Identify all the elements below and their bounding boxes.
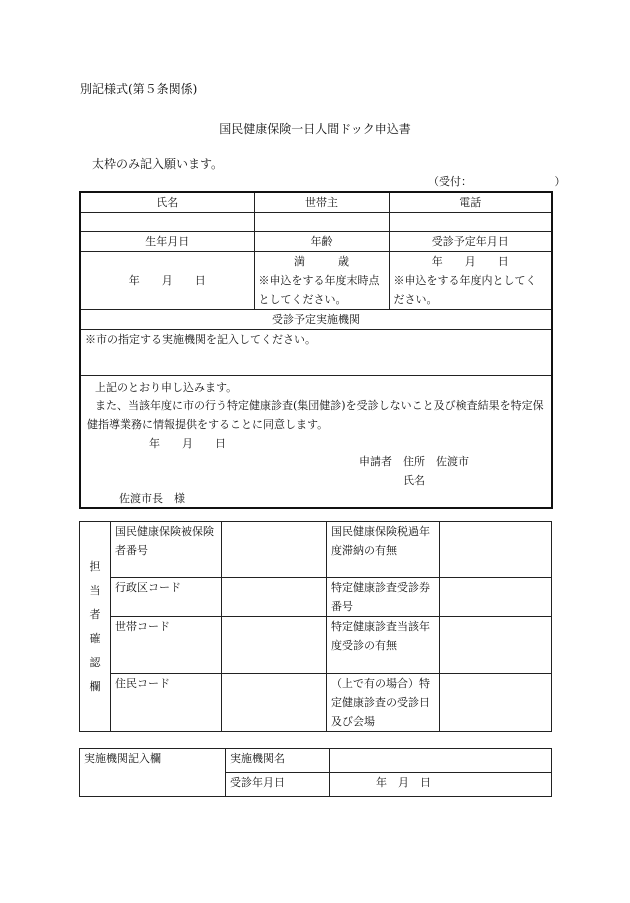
insured-number-label: 国民健康保険被保険者番号 [111, 522, 222, 578]
name-field[interactable] [80, 213, 254, 232]
declaration-date: 年 月 日 [149, 437, 226, 450]
declaration-section [80, 376, 552, 508]
label-char: 確 [89, 631, 101, 645]
age-note: ※申込をする年度末時点としてください。 [258, 274, 380, 306]
declaration-line-2: また、当該年度に市の行う特定健康診査(集団健診)を受診しないこと及び検査結果を特定保健指導業務に情報提供をすることに同意します。 [87, 399, 544, 431]
insured-number-field[interactable] [222, 522, 327, 578]
checkup-received-field[interactable] [440, 617, 552, 674]
label-char: 者 [89, 607, 101, 621]
checkup-ticket-label: 特定健康診査受診券番号 [327, 578, 440, 617]
district-code-field[interactable] [222, 578, 327, 617]
form-title: 国民健康保険一日人間ドック申込書 [219, 122, 411, 136]
label-char: 認 [89, 655, 101, 669]
facility-note: ※市の指定する実施機関を記入してください。 [85, 333, 316, 346]
label-char: 欄 [89, 679, 101, 693]
exam-date-note: ※申込をする年度内としてください。 [393, 274, 537, 306]
addressee: 佐渡市長 様 [119, 492, 185, 505]
exam-received-date-label: 受診年月日 [226, 773, 330, 797]
district-code-label: 行政区コード [111, 578, 222, 617]
facility-name-label: 実施機関名 [226, 749, 330, 773]
facility-header: 受診予定実施機関 [80, 310, 552, 330]
facility-name-field[interactable] [330, 749, 552, 773]
exam-date-field[interactable] [389, 252, 552, 310]
checkup-received-label: 特定健康診査当該年度受診の有無 [327, 617, 440, 674]
age-field[interactable] [254, 252, 389, 310]
declaration-line-1: 上記のとおり申し込みます。 [95, 381, 238, 394]
resident-code-field[interactable] [222, 674, 327, 732]
age-header: 年齢 [254, 232, 389, 252]
resident-code-label: 住民コード [111, 674, 222, 732]
staff-confirmation-table [79, 521, 552, 732]
name-header: 氏名 [80, 192, 254, 213]
phone-header: 電話 [389, 192, 552, 213]
age-value: 満 歳 [294, 255, 349, 268]
facility-field[interactable] [80, 330, 552, 376]
label-char: 当 [89, 583, 101, 597]
fill-note: 太枠のみ記入願います。 [92, 157, 224, 171]
receipt-field: （受付： ） [428, 175, 566, 188]
form-reference: 別記様式(第５条関係) [80, 82, 198, 96]
tax-arrears-field[interactable] [440, 522, 552, 578]
householder-header: 世帯主 [254, 192, 389, 213]
household-code-label: 世帯コード [111, 617, 222, 674]
checkup-venue-field[interactable] [440, 674, 552, 732]
checkup-ticket-field[interactable] [440, 578, 552, 617]
application-form-table [79, 191, 553, 509]
household-code-field[interactable] [222, 617, 327, 674]
applicant-name-label: 氏名 [403, 474, 425, 487]
birth-header: 生年月日 [80, 232, 254, 252]
facility-entry-label: 実施機関記入欄 [80, 749, 226, 797]
exam-received-date-field[interactable]: 年 月 日 [330, 773, 552, 797]
facility-entry-table [79, 748, 552, 797]
checkup-venue-label: （上で有の場合）特定健康診査の受診日及び会場 [327, 674, 440, 732]
applicant-address: 申請者 住所 佐渡市 [359, 455, 469, 468]
exam-date-value: 年 月 日 [431, 255, 509, 268]
tax-arrears-label: 国民健康保険税過年度滞納の有無 [327, 522, 440, 578]
householder-field[interactable] [254, 213, 389, 232]
birth-date-field[interactable]: 年 月 日 [80, 252, 254, 310]
phone-field[interactable] [389, 213, 552, 232]
label-char: 担 [89, 559, 101, 573]
staff-confirmation-label [80, 522, 111, 732]
exam-date-header: 受診予定年月日 [389, 232, 552, 252]
